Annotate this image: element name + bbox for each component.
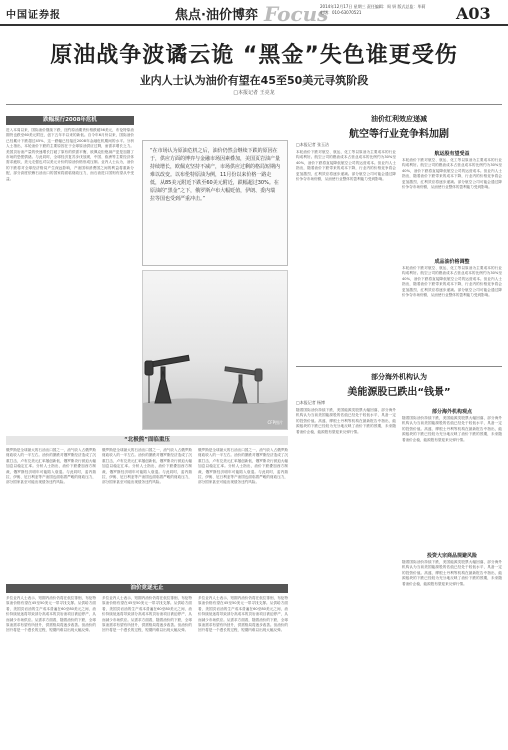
pull-quote-text: “在市场认为原油危机之后，油价仍然会继续下跌的原因在于，供应方面的博弈与金融市场因素叠加，美国页岩油产量持续增长，欧佩克坚持不减产，市场供应过剩的格局短期内难以改变。以布伦特原油为例，11月份以来价格一路走低，从85美元附近下跌至60美元附近，跌幅超过30%。在原油的“黑金”之下，俄罗斯卢布大幅贬值，伊朗、委内瑞拉等国也受到严重冲击。” — [150, 148, 281, 202]
right-top-text-col1: 本轮油价下跌对航空、航运、化工等以原油为主要成本的行业构成利好。航空公司的燃油成本占营业成本的比例约为30%至40%，油价下跌将直接降低航空公司的运营成本。但业内人士指出，随着油价下跌带来的成本下降，行业内的价格竞争将会更加激烈，红利效应将逐步递减。部分航空公司可能会通过降价争夺市场份额，从而使行业整体的盈利能力受到影响。 — [296, 150, 396, 182]
right-bottom-text-col2: 随着国际油价持续下跌，美国能源类股票大幅回落，部分海外机构认为当前美国能源股的估值已经处于较低水平，具备一定的投资价值。高盛、摩根士丹利等机构在最新报告中指出，能源板块的下跌已经较为充分地反映了油价下跌的预期，未来随着油价企稳，能源股有望迎来反弹行情。 — [402, 416, 502, 442]
bottom-text-col1: 多位业内人士表示，短期内油价仍将在低位徘徊，布伦特原油价格有望在45至50美元一带寻找支撑。从供给方面看，美国页岩油的生产成本普遍在60至80美元之间，油价持续低迷将导致部分高成本的页岩油项目被迫停产，从而减少市场供应。从需求方面看，随着油价的下跌，全球原油需求有望有所回升，供需格局将逐步改善。但油价的回升将是一个漫长的过程，短期内难以出现大幅反弹。 — [6, 596, 96, 633]
right-top-kicker: 油价红利效应递减 — [371, 115, 427, 123]
left-column-text: 进入本周以来，国际油价继续下跌，纽约原油期货价格跌破56美元，布伦特原油期货也跌至60美元附近，创下五年半以来的新低。自今年6月份以来，国际油价已经累计下跌超过45%，这一跌幅已经接近2008年金融危机期间的水平。分析人士指出，本轮油价下跌的主要原因在于全球原油供应过剩，而需求增长乏力。美国页岩油产量的快速增长打破了原有的供需平衡，欧佩克拒绝减产更是加剧了市场的恐慌情绪。与此同时，全球经济复苏步伐放缓，中国、欧洲等主要经济体需求疲软，美元走强也对以美元计价的原油价格形成压制。业内人士认为，油价的下跌将对全球经济格局产生深远影响，产油国和消费国之间的利益将重新分配，部分高度依赖石油出口的国家将面临财政压力，而石油进口国则有望从中受益。 — [6, 128, 134, 181]
right-top-subhead-1: 航运股有望受益 — [434, 151, 470, 157]
issue-info: 2014年12月17日 星期三 责任编辑：周 妍 版式总监：毕莉 电话：010-63070521 — [320, 4, 426, 15]
right-bottom-byline: □本报记者 杨博 — [296, 400, 326, 405]
right-top-byline: □本报记者 张玉洁 — [296, 142, 330, 147]
right-bottom-kicker: 部分海外机构认为 — [371, 373, 427, 381]
pull-quote — [142, 140, 288, 266]
page-number: A03 — [456, 4, 491, 23]
left-section-bar: 跌幅现行2008年危机 — [6, 116, 134, 125]
headline-divider — [6, 104, 502, 105]
right-bottom-subhead-1: 部分海外机构观点 — [431, 409, 472, 415]
column-title: 焦点·油价博弈 — [175, 8, 258, 23]
right-bottom-subhead-2: 投资大宗商品规避风险 — [426, 553, 477, 559]
masthead — [0, 0, 508, 26]
right-bottom-text-col3: 随着国际油价持续下跌，美国能源类股票大幅回落，部分海外机构认为当前美国能源股的估值已经处于较低水平，具备一定的投资价值。高盛、摩根士丹利等机构在最新报告中指出，能源板块的下跌已经较为充分地反映了油价下跌的预期，未来随着油价企稳，能源股有望迎来反弹行情。 — [402, 560, 502, 586]
right-bottom-title: 美能源股已跌出“钱景” — [347, 387, 451, 398]
bottom-section-bar: 油价竞逐无止 — [6, 584, 288, 593]
main-headline: 原油战争波谲云诡 “黑金”失色谁更受伤 — [50, 43, 458, 68]
middle-section-bar: “北极熊”面临重压 — [6, 436, 288, 445]
pump-jack-illustration — [143, 271, 288, 430]
photo-credit: CFP图片 — [267, 420, 283, 425]
right-top-subhead-2: 成品油价格调整 — [434, 259, 470, 265]
right-top-text-col2: 本轮油价下跌对航空、航运、化工等以原油为主要成本的行业构成利好。航空公司的燃油成本占营业成本的比例约为30%至40%，油价下跌将直接降低航空公司的运营成本。但业内人士指出，随着油价下跌带来的成本下降，行业内的价格竞争将会更加激烈，红利效应将逐步递减。部分航空公司可能会通过降价争夺市场份额，从而使行业整体的盈利能力受到影响。 — [402, 158, 502, 190]
right-divider — [296, 366, 502, 367]
bottom-text-col3: 多位业内人士表示，短期内油价仍将在低位徘徊，布伦特原油价格有望在45至50美元一带寻找支撑。从供给方面看，美国页岩油的生产成本普遍在60至80美元之间，油价持续低迷将导致部分高成本的页岩油项目被迫停产，从而减少市场供应。从需求方面看，随着油价的下跌，全球原油需求有望有所回升，供需格局将逐步改善。但油价的回升将是一个漫长的过程，短期内难以出现大幅反弹。 — [198, 596, 288, 633]
middle-text-col2: 俄罗斯是全球最大的石油出口国之一，油气收入占俄罗斯财政收入的一半左右。油价的暴跌对俄罗斯经济造成了沉重打击，卢布兑美元汇率屡创新低，俄罗斯央行被迫大幅加息以稳定汇率。分析人士指出，油价下跌叠加西方制裁，俄罗斯经济明年可能陷入衰退。与此同时，委内瑞拉、伊朗、尼日利亚等产油国也面临着严峻的财政压力，部分国家甚至可能出现债务违约风险。 — [102, 448, 192, 485]
sub-headline: 业内人士认为油价有望在45至50美元寻筑阶段 — [139, 74, 369, 87]
right-top-title: 航空等行业竞争料加剧 — [349, 129, 449, 140]
bottom-text-col2: 多位业内人士表示，短期内油价仍将在低位徘徊，布伦特原油价格有望在45至50美元一带寻找支撑。从供给方面看，美国页岩油的生产成本普遍在60至80美元之间，油价持续低迷将导致部分高成本的页岩油项目被迫停产，从而减少市场供应。从需求方面看，随着油价的下跌，全球原油需求有望有所回升，供需格局将逐步改善。但油价的回升将是一个漫长的过程，短期内难以出现大幅反弹。 — [102, 596, 192, 633]
main-byline: □本报记者 王亮龙 — [233, 90, 275, 96]
middle-text-col3: 俄罗斯是全球最大的石油出口国之一，油气收入占俄罗斯财政收入的一半左右。油价的暴跌对俄罗斯经济造成了沉重打击，卢布兑美元汇率屡创新低，俄罗斯央行被迫大幅加息以稳定汇率。分析人士指出，油价下跌叠加西方制裁，俄罗斯经济明年可能陷入衰退。与此同时，委内瑞拉、伊朗、尼日利亚等产油国也面临着严峻的财政压力，部分国家甚至可能出现债务违约风险。 — [198, 448, 288, 485]
middle-text-col1: 俄罗斯是全球最大的石油出口国之一，油气收入占俄罗斯财政收入的一半左右。油价的暴跌对俄罗斯经济造成了沉重打击，卢布兑美元汇率屡创新低，俄罗斯央行被迫大幅加息以稳定汇率。分析人士指出，油价下跌叠加西方制裁，俄罗斯经济明年可能陷入衰退。与此同时，委内瑞拉、伊朗、尼日利亚等产油国也面临着严峻的财政压力，部分国家甚至可能出现债务违约风险。 — [6, 448, 96, 485]
focus-wordmark: Focus — [264, 2, 329, 26]
right-bottom-text-col1: 随着国际油价持续下跌，美国能源类股票大幅回落，部分海外机构认为当前美国能源股的估值已经处于较低水平，具备一定的投资价值。高盛、摩根士丹利等机构在最新报告中指出，能源板块的下跌已经较为充分地反映了油价下跌的预期，未来随着油价企稳，能源股有望迎来反弹行情。 — [296, 408, 396, 434]
oil-field-photo — [142, 270, 288, 430]
right-top-text-col3: 本轮油价下跌对航空、航运、化工等以原油为主要成本的行业构成利好。航空公司的燃油成本占营业成本的比例约为30%至40%，油价下跌将直接降低航空公司的运营成本。但业内人士指出，随着油价下跌带来的成本下降，行业内的价格竞争将会更加激烈，红利效应将逐步递减。部分航空公司可能会通过降价争夺市场份额，从而使行业整体的盈利能力受到影响。 — [402, 266, 502, 298]
newspaper-logo: 中国证券报 — [6, 10, 61, 21]
